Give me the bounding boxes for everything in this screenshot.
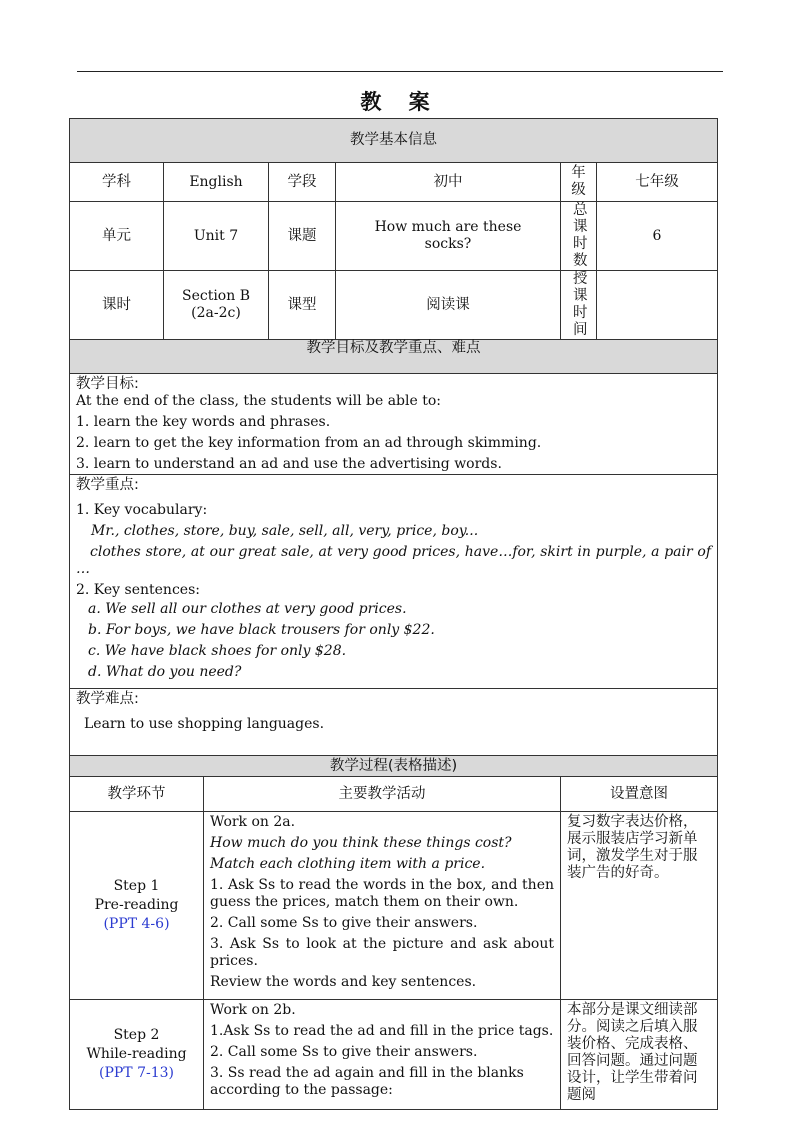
step-2-name-cell bbox=[70, 1000, 204, 1110]
label-total-periods: 总课时数 bbox=[561, 202, 597, 271]
goals-label: 教学目标: bbox=[76, 376, 139, 392]
value-subject: English bbox=[164, 163, 269, 202]
label-teaching-time: 授课时间 bbox=[561, 271, 597, 340]
key-points-cell bbox=[70, 475, 718, 689]
value-topic: How much are these socks? bbox=[336, 202, 561, 271]
difficulty-label: 教学难点: bbox=[76, 691, 139, 707]
process-header: 教学过程(表格描述) bbox=[70, 756, 718, 777]
value-grade: 七年级 bbox=[597, 163, 718, 202]
step-1-phase: Pre-reading bbox=[94, 897, 179, 913]
activity-line: 2. Call some Ss to give their answers. bbox=[210, 1044, 478, 1060]
activity-line: 3. Ss read the ad again and fill in the blanks according to the passage: bbox=[210, 1065, 524, 1098]
activity-line: Review the words and key sentences. bbox=[210, 974, 477, 990]
col-activities: 主要教学活动 bbox=[204, 777, 561, 812]
value-total-periods: 6 bbox=[597, 202, 718, 271]
value-period: Section B (2a-2c) bbox=[164, 271, 269, 340]
difficulty-cell bbox=[70, 689, 718, 756]
step-1-purpose: 复习数字表达价格，展示服装店学习新单词，激发学生对于服装广告的好奇。 bbox=[561, 812, 718, 1000]
activity-line: Work on 2a. bbox=[210, 814, 296, 830]
goal-item: 1. learn the key words and phrases. bbox=[76, 414, 331, 430]
activity-line: Match each clothing item with a price. bbox=[210, 856, 486, 872]
label-period: 课时 bbox=[70, 271, 164, 340]
key-sentence: c. We have black shoes for only $28. bbox=[88, 643, 347, 659]
goal-item: 2. learn to get the key information from an ad through skimming. bbox=[76, 435, 542, 451]
activity-line: 1. Ask Ss to read the words in the box, and then guess the prices, match them on their own. bbox=[210, 877, 554, 910]
value-lesson-type: 阅读课 bbox=[336, 271, 561, 340]
goals-cell bbox=[70, 374, 718, 475]
label-unit: 单元 bbox=[70, 202, 164, 271]
key-sentence: a. We sell all our clothes at very good prices. bbox=[88, 601, 407, 617]
col-stage: 教学环节 bbox=[70, 777, 204, 812]
key-sentence: b. For boys, we have black trousers for only $22. bbox=[88, 622, 435, 638]
objectives-header: 教学目标及教学重点、难点 bbox=[70, 340, 718, 374]
step-1-title: Step 1 bbox=[113, 878, 160, 894]
key-sentence: d. What do you need? bbox=[88, 664, 242, 680]
step-1-ppt: (PPT 4-6) bbox=[103, 916, 170, 932]
header-rule bbox=[77, 71, 723, 72]
step-1-name-cell bbox=[70, 812, 204, 1000]
step-2-title: Step 2 bbox=[113, 1027, 160, 1043]
label-topic: 课题 bbox=[269, 202, 336, 271]
difficulty-text: Learn to use shopping languages. bbox=[84, 716, 325, 732]
value-teaching-time bbox=[597, 271, 718, 340]
sentences-label: 2. Key sentences: bbox=[76, 582, 200, 598]
activity-line: How much do you think these things cost? bbox=[210, 835, 512, 851]
label-stage: 学段 bbox=[269, 163, 336, 202]
col-purpose: 设置意图 bbox=[561, 777, 718, 812]
activity-line: 1.Ask Ss to read the ad and fill in the price tags. bbox=[210, 1023, 554, 1039]
step-2-purpose: 本部分是课文细读部分。阅读之后填入服装价格、完成表格、回答问题。通过问题设计，让学生带着问题阅 bbox=[561, 1000, 718, 1110]
basic-info-header: 教学基本信息 bbox=[70, 119, 718, 163]
activity-line: Work on 2b. bbox=[210, 1002, 296, 1018]
step-2-activities bbox=[204, 1000, 561, 1110]
step-2-phase: While-reading bbox=[86, 1046, 187, 1062]
document-title: 教 案 bbox=[360, 90, 440, 114]
key-points-label: 教学重点: bbox=[76, 477, 139, 493]
value-unit: Unit 7 bbox=[164, 202, 269, 271]
vocab-phrases: clothes store, at our great sale, at very good prices, have…for, skirt in purple, a pair of … bbox=[76, 544, 711, 577]
label-grade: 年级 bbox=[561, 163, 597, 202]
goals-intro: At the end of the class, the students will be able to: bbox=[76, 393, 441, 409]
vocab-words: Mr., clothes, store, buy, sale, sell, all, very, price, boy... bbox=[91, 523, 479, 539]
step-1-activities bbox=[204, 812, 561, 1000]
label-subject: 学科 bbox=[70, 163, 164, 202]
step-2-ppt: (PPT 7-13) bbox=[98, 1065, 174, 1081]
value-stage: 初中 bbox=[336, 163, 561, 202]
label-lesson-type: 课型 bbox=[269, 271, 336, 340]
activity-line: 2. Call some Ss to give their answers. bbox=[210, 915, 478, 931]
vocab-label: 1. Key vocabulary: bbox=[76, 502, 208, 518]
lesson-plan-table bbox=[69, 118, 718, 1110]
goal-item: 3. learn to understand an ad and use the advertising words. bbox=[76, 456, 502, 472]
activity-line: 3. Ask Ss to look at the picture and ask about prices. bbox=[210, 936, 554, 969]
